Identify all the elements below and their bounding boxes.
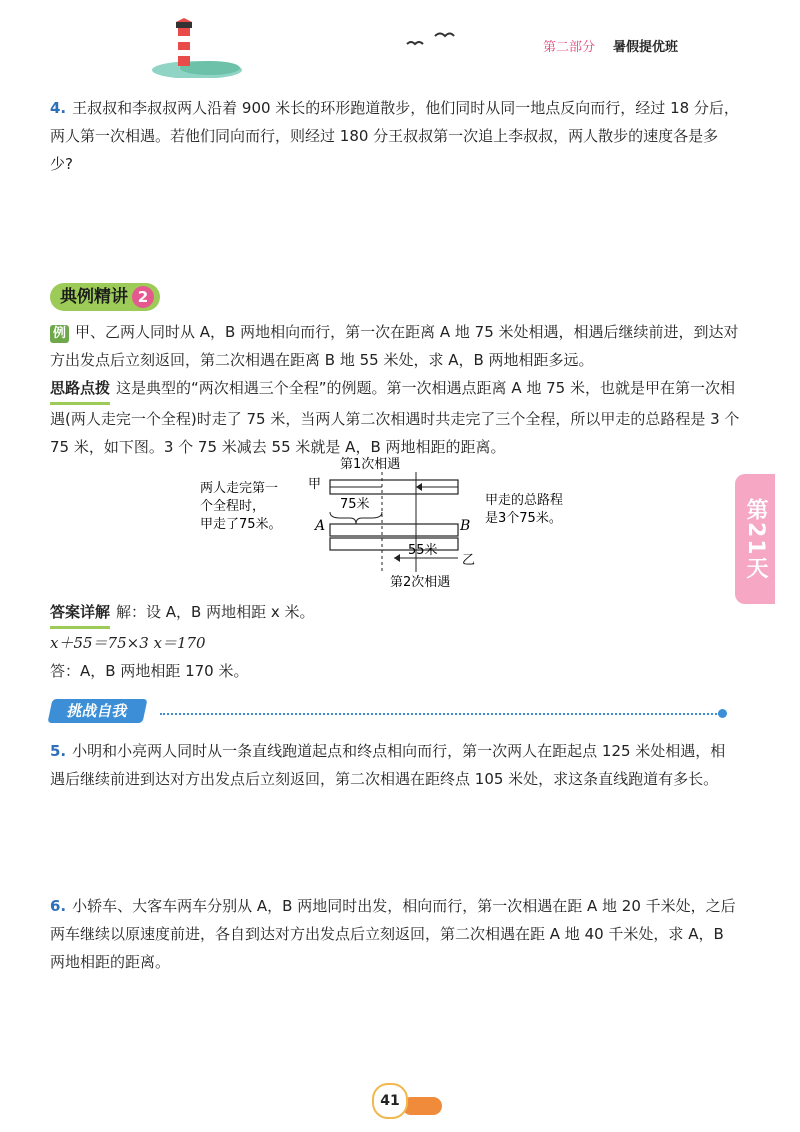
- example-hint: [50, 374, 740, 461]
- day-side-tab: 第21天: [735, 474, 775, 604]
- answer-intro: 解：设 A，B 两地相距 x 米。: [116, 603, 315, 621]
- challenge-title: 挑战自我: [47, 699, 147, 723]
- diagram-brace-75: [330, 512, 382, 524]
- diagram-left-note-1: 两人走完第一: [200, 481, 279, 496]
- lighthouse-illustration: [150, 18, 245, 78]
- diagram-b: B: [460, 518, 471, 534]
- diagram-left-note-3: 甲走了75米。: [200, 517, 282, 532]
- diagram-arrowhead-top: [416, 483, 422, 491]
- header-part-label: 第二部分: [543, 40, 596, 55]
- answer-conclusion: 答：A，B 两地相距 170 米。: [50, 662, 249, 680]
- example-problem-text: 甲、乙两人同时从 A，B 两地相向而行，第一次在距离 A 地 75 米处相遇，相遇后继续前进，到达对方出发点后立刻返回，第二次相遇在距离 B 地 55 米处，求 A，B 两地相距多远。: [50, 323, 739, 369]
- question-5: [50, 737, 740, 793]
- question-6-number: 6.: [50, 897, 67, 915]
- answer-equation: x＋55＝75×3 x＝170: [50, 634, 206, 652]
- example-tag: 例: [50, 325, 69, 343]
- meeting-diagram: [190, 452, 610, 592]
- diagram-a: A: [315, 518, 326, 534]
- answer-intro-line: [50, 598, 740, 629]
- question-4-text: 王叔叔和李叔叔两人沿着 900 米长的环形跑道散步，他们同时从同一地点反向而行，经过 18 分后，两人第一次相遇。若他们同向而行，则经过 180 分王叔叔第一次追上李叔叔，两人散步的速度各是多少?: [50, 99, 739, 173]
- diagram-right-note-1: 甲走的总路程: [485, 493, 564, 508]
- hint-label: 思路点拨: [50, 374, 110, 405]
- question-6-text: 小轿车、大客车两车分别从 A，B 两地同时出发，相向而行，第一次相遇在距 A 地 20 千米处，之后两车继续以原速度前进，各自到达对方出发点后立刻返回，第二次相遇在距 A 地 40 千米处，求 A，B 两地相距的距离。: [50, 897, 736, 971]
- example-section-title: [50, 283, 160, 311]
- diagram-bottom-label: 第2次相遇: [390, 575, 451, 590]
- diagram-dist2: 55米: [408, 543, 438, 558]
- diagram-left-note-2: 个全程时，: [200, 499, 266, 514]
- header-book-title: 暑假提优班: [613, 40, 679, 55]
- diagram-bottom-bar: [330, 538, 458, 550]
- hint-text: 这是典型的“两次相遇三个全程”的例题。第一次相遇点距离 A 地 75 米，也就是甲在第一次相遇(两人走完一个全程)时走了 75 米，当两人第二次相遇时共走完了三个全程，所以甲走的总路程是 3 个 75 米，如下图。3 个 75 米减去 55 米就是 A，B 两地相距的距离。: [50, 379, 740, 456]
- example-section-label: 典例精讲: [60, 287, 128, 307]
- page-number: 41: [372, 1083, 408, 1119]
- answer-block: [50, 598, 740, 685]
- diagram-yi: 乙: [462, 553, 476, 568]
- diagram-middle-bar: [330, 524, 458, 536]
- question-4: [50, 94, 740, 178]
- example-problem: [50, 318, 740, 374]
- challenge-divider-dot: [718, 709, 727, 718]
- diagram-arrowhead-bottom: [394, 554, 400, 562]
- question-4-number: 4.: [50, 99, 67, 117]
- question-5-text: 小明和小亮两人同时从一条直线跑道起点和终点相向而行，第一次两人在距起点 125 米处相遇，相遇后继续前进到达对方出发点后立刻返回，第二次相遇在距终点 105 米处，求这条直线跑道有多长。: [50, 742, 726, 788]
- diagram-dist1: 75米: [340, 497, 370, 512]
- example-section-number: 2: [132, 286, 154, 308]
- question-5-number: 5.: [50, 742, 67, 760]
- bird-icons: [405, 28, 455, 52]
- answer-label: 答案详解: [50, 598, 110, 629]
- diagram-top-label: 第1次相遇: [340, 457, 401, 472]
- challenge-divider: [160, 713, 720, 715]
- question-6: [50, 892, 740, 976]
- diagram-right-note-2: 是3个75米。: [485, 511, 562, 526]
- diagram-jia: 甲: [308, 477, 322, 492]
- submarine-decoration: [402, 1097, 442, 1115]
